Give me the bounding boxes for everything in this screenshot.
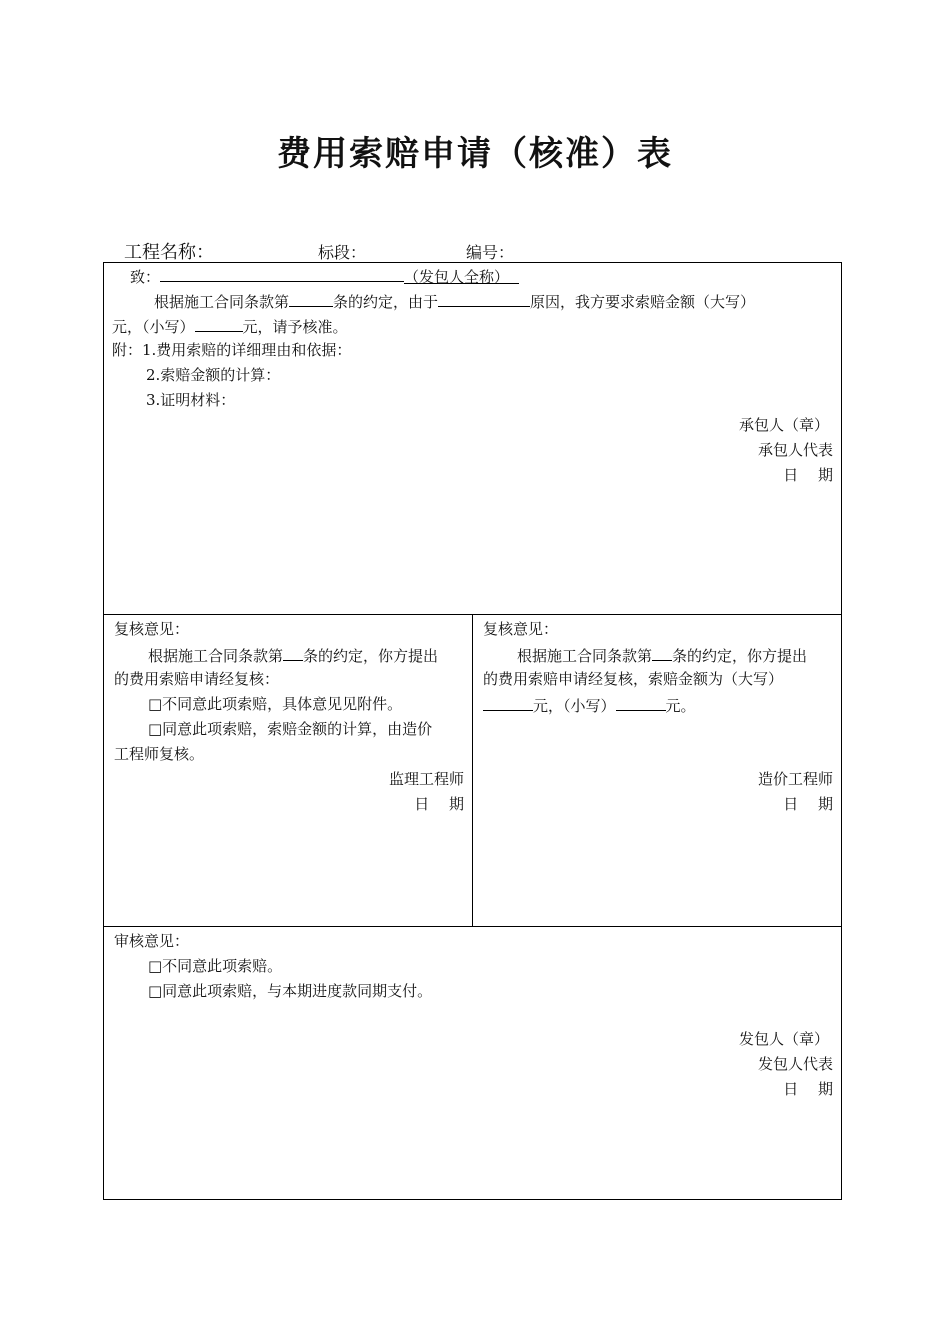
- review-line-2: 的费用索赔申请经复核，索赔金额为（大写）: [483, 670, 784, 688]
- review-heading: 复核意见：: [114, 620, 190, 638]
- review-text-a: 根据施工合同条款第: [148, 647, 284, 665]
- contractor-representative: 承包人代表: [757, 441, 833, 459]
- amount-figure-field[interactable]: [616, 692, 666, 711]
- review-text-d: 元。: [665, 697, 696, 715]
- option-agree[interactable]: □同意此项索赔，与本期进度款同期支付。: [148, 982, 433, 1000]
- clause-number-field[interactable]: [283, 642, 303, 661]
- review-text-c: 元，（小写）: [533, 697, 616, 715]
- contractor-seal: 承包人（章）: [738, 416, 829, 434]
- number-label: 编号：: [466, 243, 515, 262]
- request-text-d: 元，（小写）: [112, 318, 195, 336]
- option-disagree[interactable]: □不同意此项索赔，具体意见见附件。: [148, 695, 403, 713]
- review-line-1: [517, 642, 807, 669]
- request-text-a: 根据施工合同条款第: [154, 293, 290, 311]
- approval-heading: 审核意见：: [114, 932, 190, 950]
- application-section: [103, 262, 842, 615]
- employer-seal: 发包人（章）: [738, 1030, 829, 1048]
- contractor-date: 日 期: [783, 466, 833, 484]
- attachment-2: 2.索赔金额的计算：: [146, 366, 281, 384]
- employer-name-hint: （发包人全称）: [404, 265, 519, 284]
- to-line: [130, 263, 519, 290]
- review-line-1: [148, 642, 438, 669]
- amount-words-field[interactable]: [483, 692, 533, 711]
- cost-engineer-date: 日 期: [783, 795, 833, 813]
- employer-date: 日 期: [783, 1080, 833, 1098]
- reason-field[interactable]: [438, 288, 530, 307]
- page-title: 费用索赔申请（核准）表: [277, 134, 673, 174]
- request-line-2: [112, 313, 348, 340]
- supervising-engineer: 监理工程师: [388, 770, 464, 788]
- option-agree-cont: 工程师复核。: [114, 745, 205, 763]
- request-text-b: 条的约定，由于: [333, 293, 439, 311]
- option-agree[interactable]: □同意此项索赔，索赔金额的计算，由造价: [148, 720, 433, 738]
- attachment-1: 附：1.费用索赔的详细理由和依据：: [112, 341, 352, 359]
- review-text-a: 根据施工合同条款第: [517, 647, 653, 665]
- clause-number-field[interactable]: [289, 288, 333, 307]
- to-label: 致：: [130, 268, 161, 286]
- request-text-e: 元，请予核准。: [242, 318, 348, 336]
- approval-section: [103, 926, 842, 1200]
- review-line-2: 的费用索赔申请经复核：: [114, 670, 280, 688]
- employer-name-field[interactable]: [160, 263, 404, 282]
- amount-figure-field[interactable]: [195, 313, 243, 332]
- supervisor-date: 日 期: [414, 795, 464, 813]
- employer-representative: 发包人代表: [757, 1055, 833, 1073]
- supervisor-review-section: [103, 614, 473, 927]
- section-label: 标段：: [318, 243, 367, 262]
- request-line-1: [154, 288, 755, 315]
- review-heading: 复核意见：: [483, 620, 559, 638]
- cost-engineer-review-section: [472, 614, 842, 927]
- review-text-b: 条的约定，你方提出: [672, 647, 808, 665]
- review-text-b: 条的约定，你方提出: [303, 647, 439, 665]
- attachment-3: 3.证明材料：: [146, 391, 236, 409]
- review-line-3: [483, 692, 696, 719]
- cost-engineer: 造价工程师: [757, 770, 833, 788]
- request-text-c: 原因，我方要求索赔金额（大写）: [530, 293, 756, 311]
- option-disagree[interactable]: □不同意此项索赔。: [148, 957, 283, 975]
- project-name-label: 工程名称：: [124, 242, 214, 263]
- clause-number-field[interactable]: [652, 642, 672, 661]
